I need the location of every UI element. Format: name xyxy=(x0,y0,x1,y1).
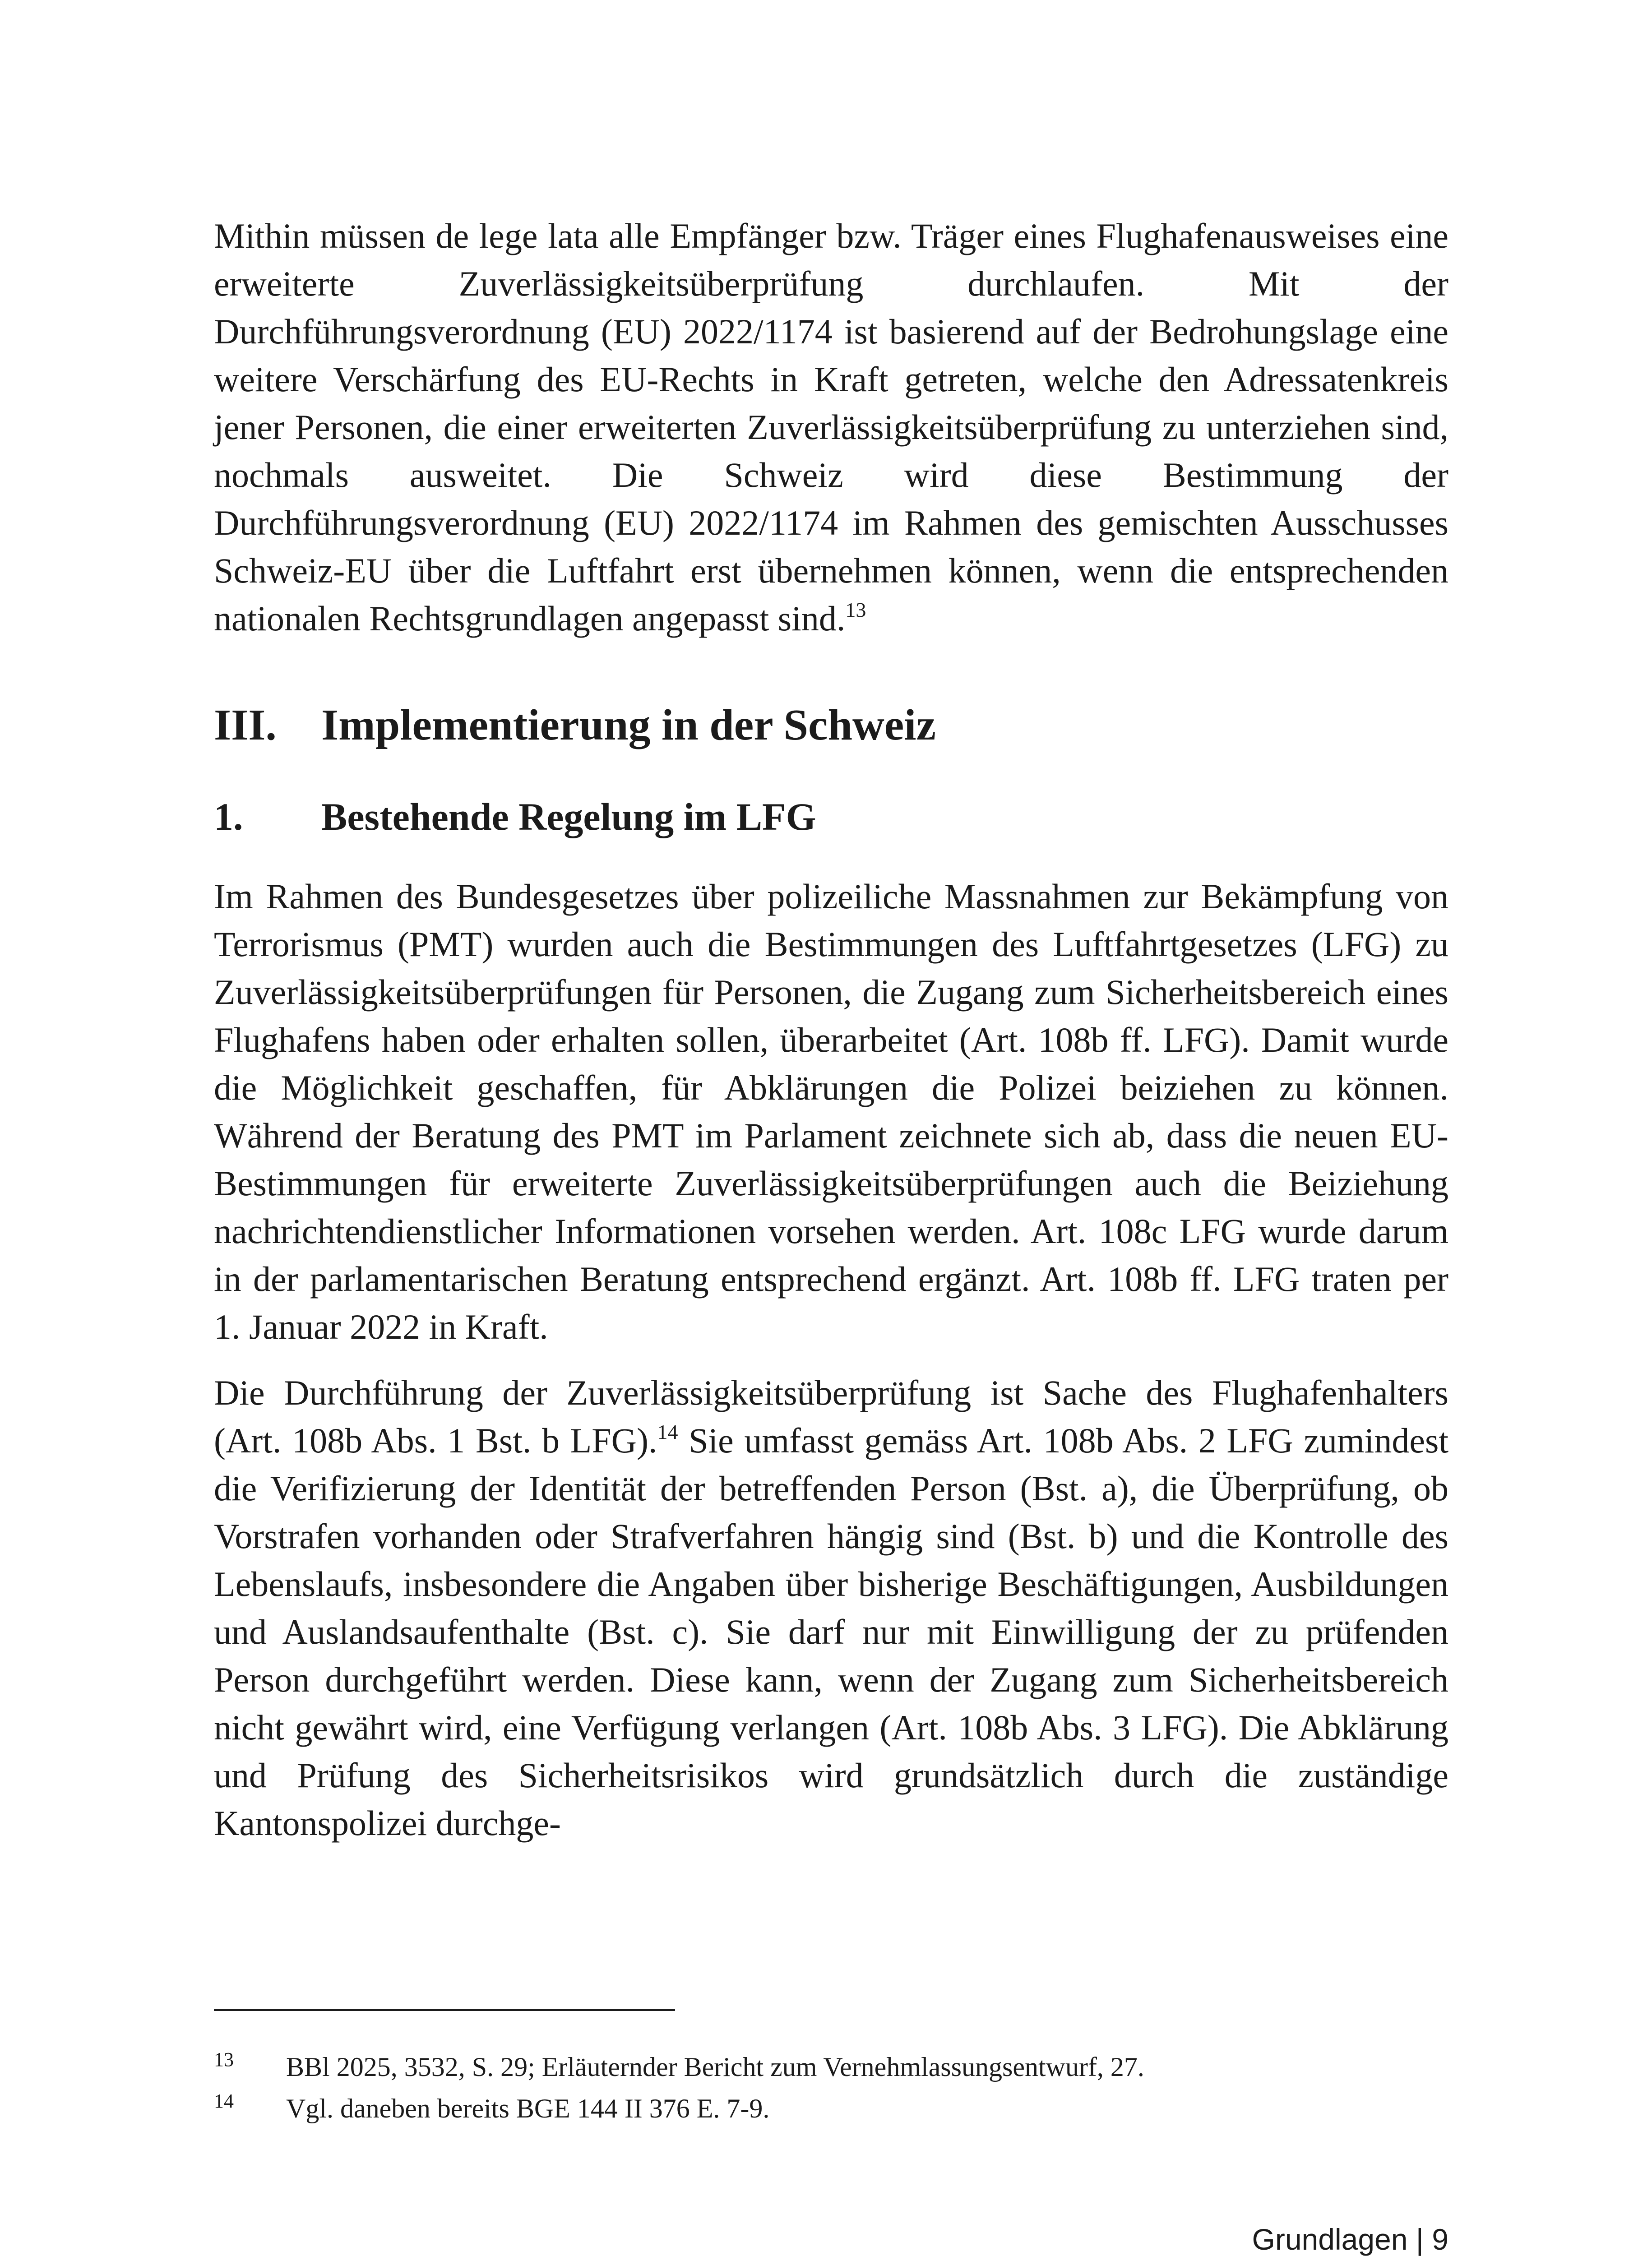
footnote-divider xyxy=(214,2009,675,2011)
paragraph-3 xyxy=(214,1369,1448,1847)
footnote-text: Vgl. daneben bereits BGE 144 II 376 E. 7-9. xyxy=(286,2094,770,2123)
paragraph-1-text: Mithin müssen de lege lata alle Empfänger bzw. Träger eines Flughafenausweises eine erweiterte Zuverlässigkeitsüberprüfung durchlaufen. Mit der Durchführungsverordnung (EU) 2022/1174 ist basierend auf der Bedrohungslage eine weitere Verschärfung des EU-Rechts in Kraft getreten, welche den Adressatenkreis jener Personen, die einer erweiterten Zuverlässigkeitsüberprüfung zu unterziehen sind, nochmals ausweitet. Die Schweiz wird diese Bestimmung der Durchführungsverordnung (EU) 2022/1174 im Rahmen des gemischten Ausschusses Schweiz-EU über die Luftfahrt erst übernehmen können, wenn die entsprechenden nationalen Rechtsgrundlagen angepasst sind. xyxy=(214,216,1448,638)
footnote-14 xyxy=(214,2088,1448,2129)
footnote-ref-13[interactable]: 13 xyxy=(845,598,866,621)
subsection-title: Bestehende Regelung im LFG xyxy=(321,795,816,838)
footnote-13 xyxy=(214,2046,1448,2088)
section-number: III. xyxy=(214,701,277,749)
footnote-text: BBl 2025, 3532, S. 29; Erläuternder Bericht zum Vernehmlassungsentwurf, 27. xyxy=(286,2052,1144,2082)
section-heading xyxy=(214,696,1448,754)
footnote-ref-14[interactable]: 14 xyxy=(657,1420,678,1443)
subsection-heading xyxy=(214,790,1448,844)
paragraph-3-text-a: Die Durchführung der Zuverlässigkeitsüberprüfung ist Sache des Flughafenhalters (Art. 108b Abs. 1 Bst. b LFG). xyxy=(214,1373,1448,1460)
paragraph-2: Im Rahmen des Bundesgesetzes über polizeiliche Massnahmen zur Bekämpfung von Terrorismus (PMT) wurden auch die Bestimmungen des Luftfahrtgesetzes (LFG) zu Zuverlässigkeitsüberprüfungen für Personen, die Zugang zum Sicherheitsbereich eines Flughafens haben oder erhalten sollen, überarbeitet (Art. 108b ff. LFG). Damit wurde die Möglichkeit geschaffen, für Abklärungen die Polizei beiziehen zu können. Während der Beratung des PMT im Parlament zeichnete sich ab, dass die neuen EU-Bestimmungen für erweiterte Zuverlässigkeitsüberprüfungen auch die Beiziehung nachrichtendienstlicher Informationen vorsehen werden. Art. 108c LFG wurde darum in der parlamentarischen Beratung entsprechend ergänzt. Art. 108b ff. LFG traten per 1. Januar 2022 in Kraft. xyxy=(214,877,1448,1346)
paragraph-3-text-b: Sie umfasst gemäss Art. 108b Abs. 2 LFG zumindest die Verifizierung der Identität der betreffenden Person (Bst. a), die Überprüfung, ob Vorstrafen vorhanden oder Strafverfahren hängig sind (Bst. b) und die Kontrolle des Lebenslaufs, insbesondere die Angaben über bisherige Beschäftigungen, Ausbildungen und Auslandsaufenthalte (Bst. c). Sie darf nur mit Einwilligung der zu prüfenden Person durchgeführt werden. Diese kann, wenn der Zugang zum Sicherheitsbereich nicht gewährt wird, eine Verfügung verlangen (Art. 108b Abs. 3 LFG). Die Abklärung und Prüfung des Sicherheitsrisikos wird grundsätzlich durch die zuständige Kantonspolizei durchge- xyxy=(214,1421,1448,1843)
paragraph-1 xyxy=(214,212,1448,643)
footnote-number: 14 xyxy=(214,2090,234,2112)
footnotes xyxy=(214,2046,1448,2129)
subsection-number: 1. xyxy=(214,795,243,838)
main-content xyxy=(214,212,1448,1865)
page-footer: Grundlagen | 9 xyxy=(1252,2223,1448,2256)
footnote-number: 13 xyxy=(214,2048,234,2071)
section-title: Implementierung in der Schweiz xyxy=(321,701,936,749)
